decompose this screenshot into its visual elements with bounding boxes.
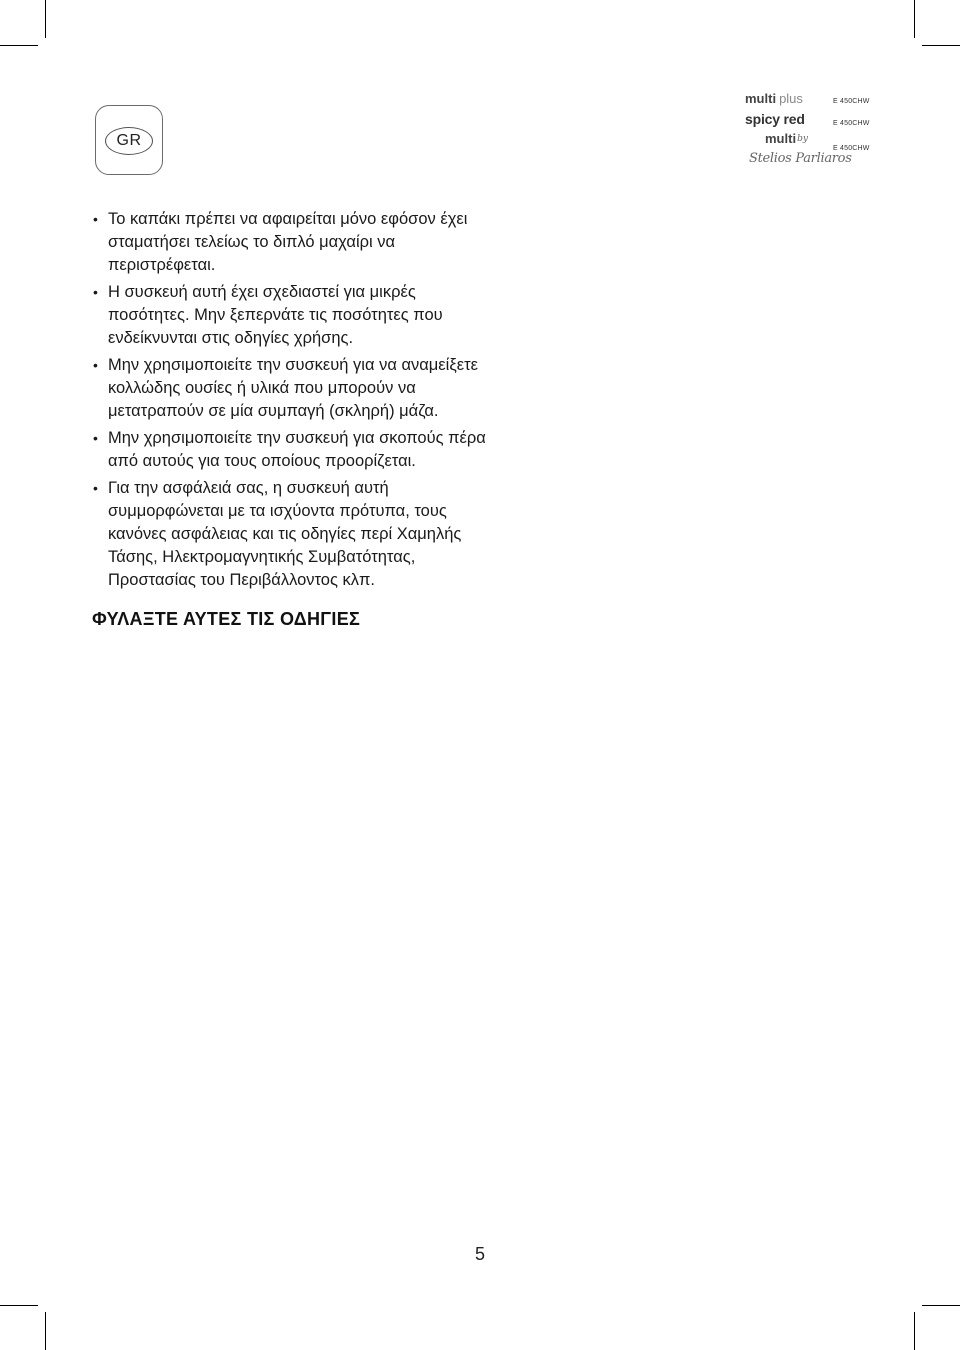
crop-mark-bottom-left: [45, 1312, 46, 1350]
language-tab: [95, 105, 163, 175]
bullet-icon: •: [93, 430, 98, 446]
crop-mark-bottom-right: [914, 1312, 915, 1350]
instructions-section: [92, 208, 492, 630]
model-number: E 450CHW: [833, 120, 870, 127]
list-item: • Για την ασφάλειά σας, η συσκευή αυτή συμμορφώνεται με τα ισχύοντα πρότυπα, τους κανόνες ασφάλειας και τις οδηγίες περί Χαμηλής Τάσης, Ηλεκτρομαγνητικής Συμβατότητας, Προστασίας του Περιβάλλοντος κλπ.: [93, 479, 462, 589]
brand-logos: [745, 88, 875, 178]
list-item: • Το καπάκι πρέπει να αφαιρείται μόνο εφόσον έχει σταματήσει τελείως το διπλό μαχαίρι να περιστρέφεται.: [93, 210, 468, 274]
crop-mark-top-left: [45, 0, 46, 38]
list-item: • Μην χρησιμοποιείτε την συσκευή για να αναμείξετε κολλώδης ουσίες ή υλικά που μπορούν να μετατραπούν σε μία συμπαγή (σκληρή) μάζα.: [93, 356, 478, 420]
crop-mark-top-right-h: [922, 45, 960, 46]
brand-multi-plus-logo: multi plus: [745, 91, 803, 106]
bullet-icon: •: [93, 284, 98, 300]
brand-multi-by-logo: multi by: [765, 131, 808, 146]
signature-logo: Stelios Parliaros: [749, 151, 852, 166]
crop-mark-bottom-left-h: [0, 1305, 38, 1306]
crop-mark-top-right: [914, 0, 915, 38]
save-instructions-notice: ΦΥΛΑΞΤΕ ΑΥΤΕΣ ΤΙΣ ΟΔΗΓΙΕΣ: [92, 609, 361, 629]
brand-spicy-red-logo: spicy red: [745, 111, 805, 127]
language-code: GR: [105, 127, 153, 155]
model-number: E 450CHW: [833, 98, 870, 105]
list-item: • Μην χρησιμοποιείτε την συσκευή για σκοπούς πέρα από αυτούς για τους οποίους προορίζεται.: [93, 429, 486, 470]
bullet-icon: •: [93, 357, 98, 373]
instruction-list: [92, 208, 492, 592]
bullet-icon: •: [93, 211, 98, 227]
crop-mark-top-left-h: [0, 45, 38, 46]
page-number: 5: [474, 1244, 485, 1264]
list-item: • Η συσκευή αυτή έχει σχεδιαστεί για μικρές ποσότητες. Μην ξεπερνάτε τις ποσότητες που ενδείκνυνται στις οδηγίες χρήσης.: [93, 283, 443, 347]
crop-mark-bottom-right-h: [922, 1305, 960, 1306]
model-number: E 450CHW: [833, 145, 870, 152]
bullet-icon: •: [93, 480, 98, 496]
